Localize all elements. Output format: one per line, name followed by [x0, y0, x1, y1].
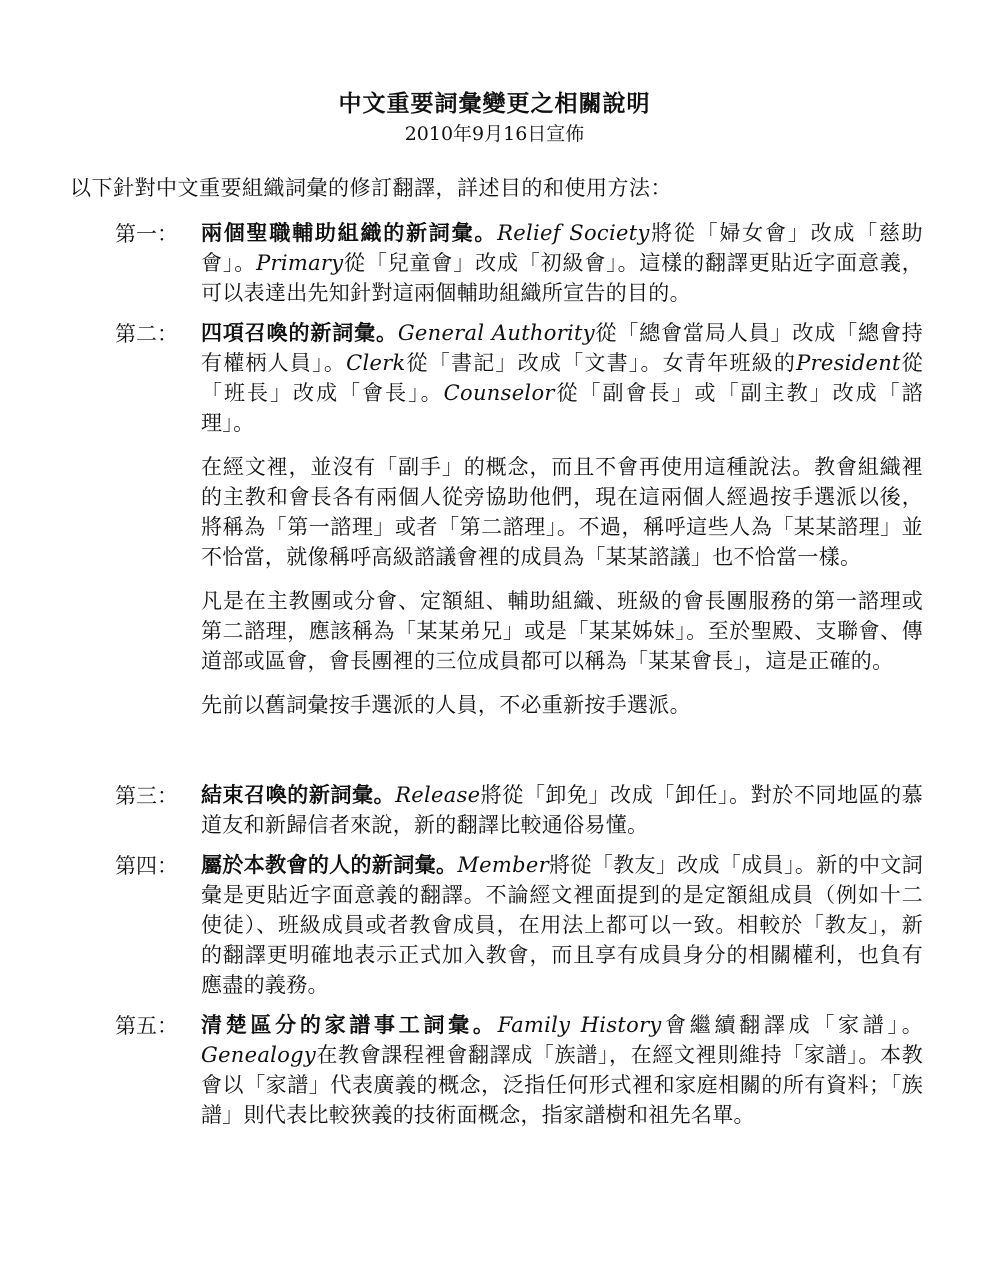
- section-paragraph: [201, 218, 923, 308]
- document-title: 中文重要詞彙變更之相關說明: [338, 90, 651, 117]
- section-paragraph: [201, 318, 923, 438]
- bold-heading: 屬於本教會的人的新詞彙。: [201, 852, 458, 877]
- paragraph-text: 將從「卸免」改成「卸任」。對於不同地區的慕道友和新歸信者來說，新的翻譯比較通俗易懂。: [201, 783, 923, 837]
- paragraph-text: 從「班長」改成「會長」。: [201, 351, 923, 405]
- english-term: Relief Society: [497, 221, 650, 245]
- section-body: [201, 1010, 923, 1130]
- section-body: [201, 780, 923, 840]
- section-body: [201, 850, 923, 1000]
- bold-heading: 兩個聖職輔助組織的新詞彙。: [201, 220, 498, 245]
- paragraph-text: 從「書記」改成「文書」。女青年班級的: [405, 351, 797, 375]
- english-term: Release: [395, 783, 481, 807]
- section-label: 第五：: [115, 1014, 178, 1038]
- section-label: 第四：: [115, 854, 178, 878]
- section-paragraph: [201, 1010, 923, 1130]
- bold-heading: 四項召喚的新詞彙。: [201, 320, 398, 345]
- english-term: President: [796, 351, 901, 375]
- paragraph-text: 凡是在主教團或分會、定額組、輔助組織、班級的會長團服務的第一諮理或第二諮理，應該稱為「某某弟兄」或是「某某姊妹」。至於聖殿、支聯會、傳道部或區會，會長團裡的三位成員都可以稱為「某某會長」，這是正確的。: [201, 589, 923, 673]
- paragraph-text: 先前以舊詞彙按手選派的人員，不必重新按手選派。: [201, 693, 691, 717]
- paragraph-text: 將從「教友」改成「成員」。新的中文詞彙是更貼近字面意義的翻譯。不論經文裡面提到的是定額組成員（例如十二使徒）、班級成員或者教會成員，在用法上都可以一致。相較於「教友」，新的翻譯更明確地表示正式加入教會，而且享有成員身分的相關權利，也負有應盡的義務。: [201, 853, 923, 997]
- paragraph-text: 從「總會當局人員」改成「總會持有權柄人員」。: [201, 321, 924, 375]
- section-paragraph: [201, 780, 923, 840]
- english-term: Family History: [497, 1013, 662, 1037]
- english-term: Primary: [256, 251, 344, 275]
- section-label: 第一：: [115, 222, 178, 246]
- paragraph-text: 從「兒童會」改成「初級會」。這樣的翻譯更貼近字面意義，可以表達出先知針對這兩個輔助組織所宣告的目的。: [201, 251, 923, 305]
- bold-heading: 清楚區分的家譜事工詞彙。: [201, 1012, 498, 1037]
- bold-heading: 結束召喚的新詞彙。: [201, 782, 396, 807]
- intro-paragraph: 以下針對中文重要組織詞彙的修訂翻譯，詳述目的和使用方法：: [70, 176, 672, 200]
- section-paragraph: [201, 850, 923, 1000]
- section-body: [201, 318, 923, 720]
- section-label: 第三：: [115, 784, 178, 808]
- paragraph-text: 從「副會長」或「副主教」改成「諮理」。: [201, 381, 923, 435]
- english-term: Clerk: [346, 351, 406, 375]
- announcement-date: 2010年9月16日宣佈: [404, 123, 585, 145]
- english-term: Member: [457, 853, 549, 877]
- section-paragraph: [201, 690, 923, 720]
- paragraph-text: 會繼續翻譯成「家譜」。: [661, 1013, 923, 1037]
- paragraph-text: 將從「婦女會」改成「慈助會」。: [201, 221, 923, 275]
- section-label: 第二：: [115, 322, 178, 346]
- section-body: [201, 218, 923, 308]
- english-term: Genealogy: [201, 1043, 317, 1067]
- paragraph-text: 在經文裡，並沒有「副手」的概念，而且不會再使用這種說法。教會組織裡的主教和會長各有兩個人從旁協助他們，現在這兩個人經過按手選派以後，將稱為「第一諮理」或者「第二諮理」。不過，稱呼這些人為「某某諮理」並不恰當，就像稱呼高級諮議會裡的成員為「某某諮議」也不恰當一樣。: [201, 455, 923, 569]
- paragraph-text: 在教會課程裡會翻譯成「族譜」，在經文裡則維持「家譜」。本教會以「家譜」代表廣義的概念，泛指任何形式裡和家庭相關的所有資料；「族譜」則代表比較狹義的技術面概念，指家譜樹和祖先名單。: [201, 1043, 923, 1127]
- section-paragraph: [201, 452, 923, 572]
- english-term: Counselor: [443, 381, 555, 405]
- section-paragraph: [201, 586, 923, 676]
- english-term: General Authority: [397, 321, 595, 345]
